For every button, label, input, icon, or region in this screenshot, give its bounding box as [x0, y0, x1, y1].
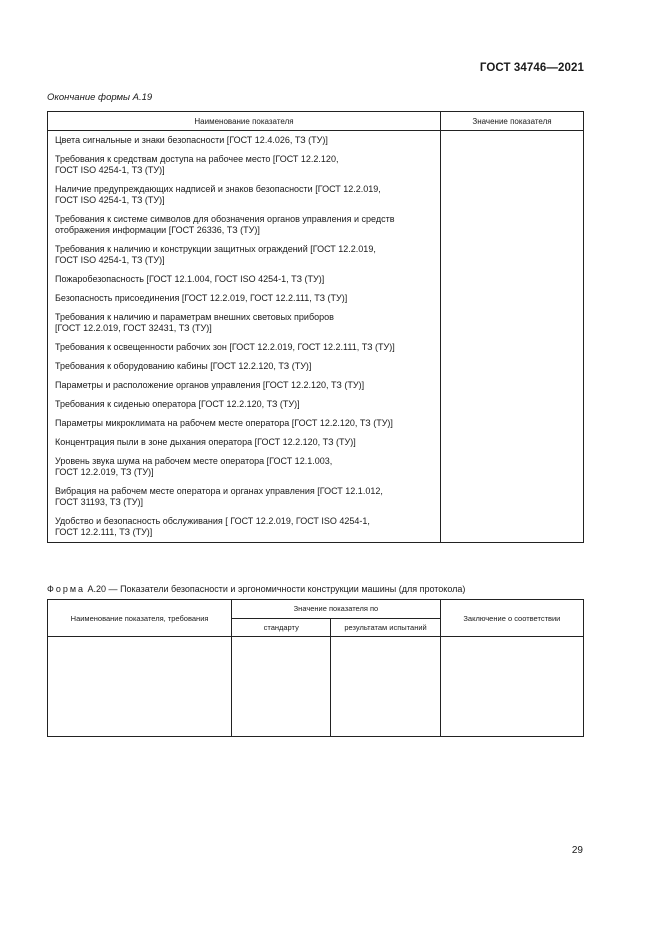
indicator-name-line: отображения информации [ГОСТ 26336, ТЗ (ТУ)] [55, 225, 260, 235]
indicator-name-cell [48, 180, 441, 210]
page-number: 29 [571, 845, 583, 856]
document-code: ГОСТ 34746—2021 [479, 62, 584, 74]
column-header-value: Значение показателя [441, 112, 584, 131]
form-a19-caption: Окончание формы А.19 [47, 92, 153, 103]
table-row [48, 210, 584, 240]
indicator-name-line: ГОСТ 12.2.019, ТЗ (ТУ)] [55, 467, 154, 477]
empty-cell-standard [232, 637, 331, 737]
indicator-name-cell [48, 376, 441, 395]
indicator-name-cell [48, 270, 441, 289]
table-row [48, 452, 584, 482]
form-a20-empty-row [48, 637, 584, 737]
indicator-value-cell [441, 512, 584, 543]
indicator-name-line: Требования к системе символов для обозначения органов управления и средств [55, 214, 395, 224]
indicator-name-line: Наличие предупреждающих надписей и знаков безопасности [ГОСТ 12.2.019, [55, 184, 381, 194]
table-row [48, 308, 584, 338]
indicator-name-line: Параметры и расположение органов управления [ГОСТ 12.2.120, ТЗ (ТУ)] [55, 380, 365, 390]
indicator-value-cell [441, 338, 584, 357]
indicator-name-line: ГОСТ ISO 4254-1, ТЗ (ТУ)] [55, 195, 165, 205]
form-a19-body [48, 131, 584, 543]
indicator-value-cell [441, 150, 584, 180]
indicator-name-line: ГОСТ ISO 4254-1, ТЗ (ТУ)] [55, 255, 165, 265]
table-row [48, 338, 584, 357]
indicator-name-cell [48, 240, 441, 270]
form-a20-caption-prefix: Форма [47, 584, 86, 594]
table-row [48, 376, 584, 395]
column-header-name: Наименование показателя [48, 112, 441, 131]
indicator-name-cell [48, 433, 441, 452]
indicator-name-cell [48, 452, 441, 482]
indicator-value-cell [441, 270, 584, 289]
table-row [48, 131, 584, 151]
indicator-name-cell [48, 289, 441, 308]
indicator-name-line: Требования к средствам доступа на рабочее место [ГОСТ 12.2.120, [55, 154, 339, 164]
indicator-name-cell [48, 395, 441, 414]
table-row [48, 180, 584, 210]
table-row [48, 150, 584, 180]
indicator-name-cell [48, 512, 441, 543]
indicator-value-cell [441, 376, 584, 395]
indicator-name-line: Концентрация пыли в зоне дыхания оператора [ГОСТ 12.2.120, ТЗ (ТУ)] [55, 437, 356, 447]
indicator-name-line: Безопасность присоединения [ГОСТ 12.2.019, ГОСТ 12.2.111, ТЗ (ТУ)] [55, 293, 348, 303]
indicator-name-line: ГОСТ 31193, ТЗ (ТУ)] [55, 497, 143, 507]
indicator-name-line: Параметры микроклимата на рабочем месте оператора [ГОСТ 12.2.120, ТЗ (ТУ)] [55, 418, 393, 428]
indicator-value-cell [441, 357, 584, 376]
indicator-name-cell [48, 414, 441, 433]
indicator-name-line: Требования к освещенности рабочих зон [ГОСТ 12.2.019, ГОСТ 12.2.111, ТЗ (ТУ)] [55, 342, 395, 352]
indicator-name-line: ГОСТ ISO 4254-1, ТЗ (ТУ)] [55, 165, 165, 175]
column-header-standard: стандарту [232, 618, 331, 637]
indicator-value-cell [441, 240, 584, 270]
indicator-name-line: ГОСТ 12.2.111, ТЗ (ТУ)] [55, 527, 153, 537]
indicator-name-line: [ГОСТ 12.2.019, ГОСТ 32431, ТЗ (ТУ)] [55, 323, 212, 333]
empty-cell-name [48, 637, 232, 737]
form-a20-table [47, 599, 584, 737]
table-row [48, 270, 584, 289]
table-row [48, 512, 584, 543]
indicator-name-line: Цвета сигнальные и знаки безопасности [ГОСТ 12.4.026, ТЗ (ТУ)] [55, 135, 328, 145]
indicator-name-cell [48, 308, 441, 338]
table-row [48, 395, 584, 414]
form-a20-caption [47, 584, 465, 594]
indicator-value-cell [441, 180, 584, 210]
table-row [48, 414, 584, 433]
column-header-conclusion: Заключение о соответствии [440, 600, 583, 637]
indicator-name-cell [48, 150, 441, 180]
indicator-name-line: Требования к наличию и конструкции защитных ограждений [ГОСТ 12.2.019, [55, 244, 376, 254]
column-header-name-requirement: Наименование показателя, требования [48, 600, 232, 637]
indicator-name-line: Удобство и безопасность обслуживания [ ГОСТ 12.2.019, ГОСТ ISO 4254-1, [55, 516, 370, 526]
indicator-value-cell [441, 210, 584, 240]
indicator-value-cell [441, 482, 584, 512]
table-row [48, 357, 584, 376]
indicator-name-cell [48, 210, 441, 240]
empty-cell-results [331, 637, 440, 737]
table-row [48, 482, 584, 512]
indicator-value-cell [441, 308, 584, 338]
indicator-name-line: Требования к оборудованию кабины [ГОСТ 12.2.120, ТЗ (ТУ)] [55, 361, 312, 371]
column-header-test-results: результатам испытаний [331, 618, 440, 637]
indicator-value-cell [441, 289, 584, 308]
indicator-name-line: Требования к сиденью оператора [ГОСТ 12.2.120, ТЗ (ТУ)] [55, 399, 300, 409]
indicator-name-cell [48, 482, 441, 512]
table-row [48, 433, 584, 452]
indicator-name-line: Вибрация на рабочем месте оператора и органах управления [ГОСТ 12.1.012, [55, 486, 383, 496]
indicator-name-line: Пожаробезопасность [ГОСТ 12.1.004, ГОСТ ISO 4254-1, ТЗ (ТУ)] [55, 274, 325, 284]
indicator-value-cell [441, 414, 584, 433]
indicator-value-cell [441, 395, 584, 414]
indicator-name-cell [48, 131, 441, 151]
form-a19-table [47, 111, 584, 543]
column-header-value-group: Значение показателя по [232, 600, 441, 619]
indicator-name-cell [48, 338, 441, 357]
form-a20-caption-text: А.20 — Показатели безопасности и эргономичности конструкции машины (для протокола) [85, 584, 466, 594]
indicator-value-cell [441, 452, 584, 482]
empty-cell-conclusion [440, 637, 583, 737]
indicator-value-cell [441, 433, 584, 452]
indicator-value-cell [441, 131, 584, 151]
indicator-name-cell [48, 357, 441, 376]
table-row [48, 289, 584, 308]
table-row [48, 240, 584, 270]
indicator-name-line: Требования к наличию и параметрам внешних световых приборов [55, 312, 334, 322]
indicator-name-line: Уровень звука шума на рабочем месте оператора [ГОСТ 12.1.003, [55, 456, 333, 466]
